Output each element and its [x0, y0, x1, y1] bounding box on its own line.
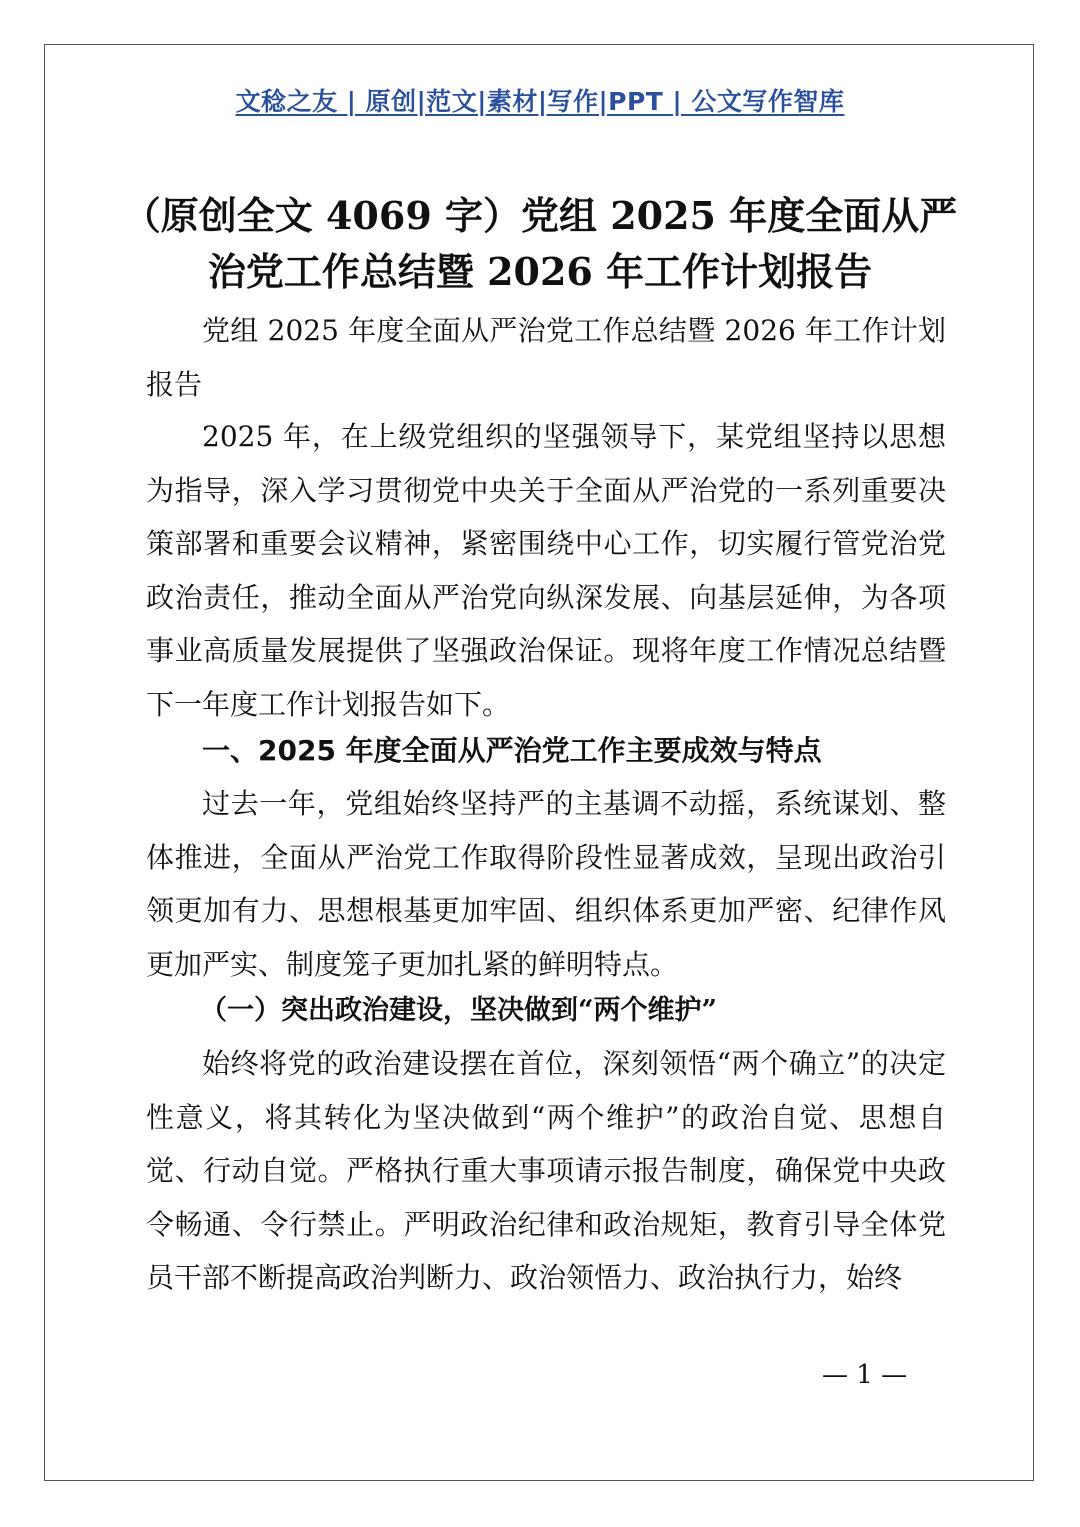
- header-link[interactable]: 文稔之友 | 原创|范文|素材|写作|PPT | 公文写作智库: [235, 87, 845, 116]
- section-heading: 一、2025 年度全面从严治党工作主要成效与特点: [202, 734, 822, 767]
- document-title: （原创全文 4069 字）党组 2025 年度全面从严治党工作总结暨 2026 年工作计划报告: [122, 193, 958, 294]
- subsection-heading: （一）突出政治建设，坚决做到“两个维护”: [200, 995, 718, 1026]
- page-number: — 1 —: [822, 1360, 908, 1390]
- intro-paragraph: 2025 年，在上级党组织的坚强领导下，某党组坚持以思想为指导，深入学习贯彻党中央关于全面从严治党的一系列重要决策部署和重要会议精神，紧密围绕中心工作，切实履行管党治党政治责任，推动全面从严治党向纵深发展、向基层延伸，为各项事业高质量发展提供了坚强政治保证。现将年度工作情况总结暨下一年度工作计划报告如下。: [146, 420, 946, 721]
- subsection-paragraph: 始终将党的政治建设摆在首位，深刻领悟“两个确立”的决定性意义，将其转化为坚决做到“两个维护”的政治自觉、思想自觉、行动自觉。严格执行重大事项请示报告制度，确保党中央政令畅通、令行禁止。严明政治纪律和政治规矩，教育引导全体党员干部不断提高政治判断力、政治领悟力、政治执行力，始终: [146, 1047, 946, 1294]
- subtitle-paragraph: 党组 2025 年度全面从严治党工作总结暨 2026 年工作计划报告: [146, 314, 946, 401]
- section-paragraph: 过去一年，党组始终坚持严的主基调不动摇，系统谋划、整体推进，全面从严治党工作取得阶段性显著成效，呈现出政治引领更加有力、思想根基更加牢固、组织体系更加严密、纪律作风更加严实、制度笼子更加扎紧的鲜明特点。: [146, 787, 946, 981]
